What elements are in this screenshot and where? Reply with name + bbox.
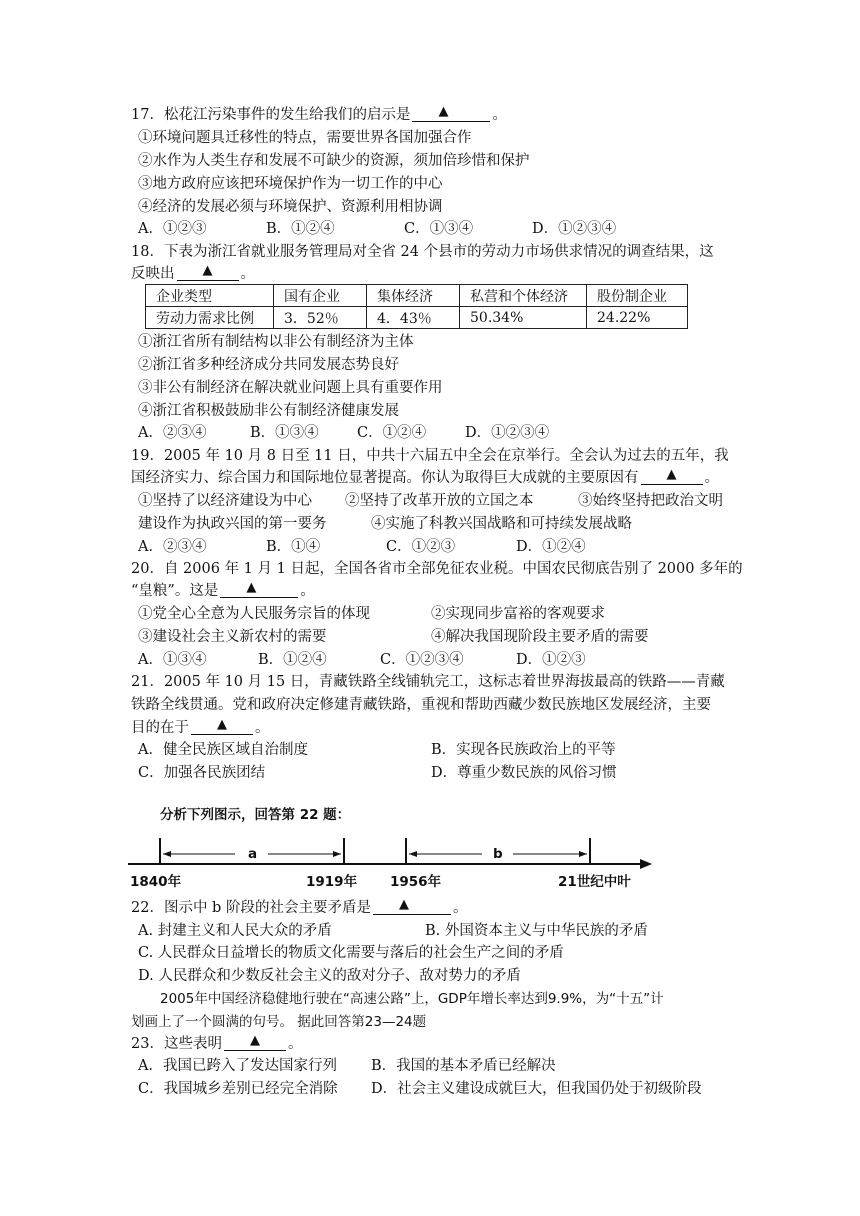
labor-demand-table — [145, 284, 688, 329]
q22-choice-d: D. 人民群众和少数反社会主义的敌对分子、敌对势力的矛盾 — [138, 968, 521, 984]
arrow-right-icon — [333, 851, 341, 857]
timeline-instruction: 分析下列图示，回答第 22 题： — [160, 807, 351, 823]
table-header-cell: 私营和个体经济 — [460, 285, 587, 307]
question-23-stem — [131, 1033, 302, 1055]
q20-item-4: ④解决我国现阶段主要矛盾的需要 — [431, 629, 649, 645]
table-row — [146, 307, 688, 329]
question-17-stem — [131, 104, 507, 126]
question-text: 17．松花江污染事件的发生给我们的启示是 — [131, 107, 411, 123]
question-text: 目的在于 — [131, 720, 189, 736]
punctuation: 。 — [704, 470, 719, 486]
q18-item-4: ④浙江省积极鼓励非公有制经济健康发展 — [138, 403, 399, 419]
question-20-stem-line2 — [131, 580, 315, 602]
question-18-stem-line2 — [131, 263, 255, 285]
answer-blank — [191, 718, 253, 735]
q17-choice-d: D．①②③④ — [532, 221, 617, 237]
answer-blank — [224, 1034, 286, 1051]
q19-item-2: ②坚持了改革开放的立国之本 — [345, 493, 534, 509]
q22-choice-b: B. 外国资本主义与中华民族的矛盾 — [425, 923, 648, 939]
question-21-stem-line1: 21．2005 年 10 月 15 日，青藏铁路全线铺轨完工，这标志着世界海拔最高的铁路——青藏 — [131, 674, 725, 690]
q19-item-1: ①坚持了以经济建设为中心 — [138, 493, 312, 509]
punctuation: 。 — [300, 583, 315, 599]
question-21-stem-line2: 铁路全线贯通。党和政府决定修建青藏铁路，重视和帮助西藏少数民族地区发展经济，主要 — [131, 697, 711, 713]
q18-item-2: ②浙江省多种经济成分共同发展态势良好 — [138, 357, 399, 373]
punctuation: 。 — [255, 720, 270, 736]
year-21c: 21世纪中叶 — [558, 874, 631, 890]
question-21-stem-line3 — [131, 717, 270, 739]
q20-item-3: ③建设社会主义新农村的需要 — [138, 629, 327, 645]
triangle-mark: ▲ — [666, 467, 677, 482]
q21-choice-b: B．实现各民族政治上的平等 — [431, 742, 616, 758]
question-text: 国经济实力、综合国力和国际地位显著提高。你认为取得巨大成就的主要原因有 — [131, 470, 639, 486]
q20-item-1: ①党全心全意为人民服务宗旨的体现 — [138, 606, 370, 622]
q21-choice-d: D．尊重少数民族的风俗习惯 — [431, 765, 617, 781]
table-header-row — [146, 285, 688, 307]
triangle-mark: ▲ — [217, 717, 227, 732]
question-19-stem-line2 — [131, 467, 719, 489]
question-text: “皇粮”。这是 — [131, 583, 219, 599]
table-header-cell: 国有企业 — [274, 285, 367, 307]
year-1840: 1840年 — [130, 874, 182, 890]
segment-a-label: a — [248, 846, 258, 862]
answer-blank — [412, 105, 490, 122]
punctuation: 。 — [492, 107, 507, 123]
year-1956: 1956年 — [390, 874, 442, 890]
table-header-cell: 企业类型 — [146, 285, 274, 307]
q18-choice-c: C．①②④ — [357, 425, 427, 441]
triangle-mark: ▲ — [438, 104, 449, 119]
question-20-stem-line1: 20．自 2006 年 1 月 1 日起，全国各省市全部免征农业税。中国农民彻底告别了 2000 多年的 — [131, 561, 743, 577]
q22-choice-c: C. 人民群众日益增长的物质文化需要与落后的社会生产之间的矛盾 — [138, 945, 564, 961]
q17-item-4: ④经济的发展必须与环境保护、资源利用相协调 — [138, 199, 443, 215]
q17-item-1: ①环境问题具迁移性的特点，需要世界各国加强合作 — [138, 130, 472, 146]
q19-choice-b: B．①④ — [266, 539, 321, 555]
punctuation: 。 — [287, 1036, 303, 1052]
q20-choice-d: D．①②③ — [516, 652, 586, 668]
table-cell: 24.22% — [587, 307, 688, 329]
q23-choice-d: D．社会主义建设成就巨大，但我国仍处于初级阶段 — [371, 1081, 702, 1097]
q17-choice-a: A．①②③ — [138, 221, 207, 237]
q17-item-2: ②水作为人类生存和发展不可缺少的资源，须加倍珍惜和保护 — [138, 153, 530, 169]
q19-item-4: ④实施了科教兴国战略和可持续发展战略 — [371, 516, 632, 532]
passage-line1: 2005年中国经济稳健地行驶在“高速公路”上，GDP年增长率达到9.9%，为“十五”计 — [160, 991, 664, 1007]
q19-item-3: ③始终坚持把政治文明 — [578, 493, 723, 509]
table-cell: 4．43％ — [367, 307, 460, 329]
answer-blank — [220, 581, 298, 598]
arrow-right-icon — [579, 851, 587, 857]
table-cell: 50.34% — [460, 307, 587, 329]
triangle-mark: ▲ — [246, 580, 257, 595]
answer-blank — [177, 264, 239, 281]
q20-choice-b: B．①②④ — [258, 652, 327, 668]
axis-arrow-icon — [640, 859, 652, 869]
answer-blank — [373, 898, 451, 915]
triangle-mark: ▲ — [249, 1033, 260, 1048]
punctuation: 。 — [240, 266, 255, 282]
passage-line2: 划画上了一个圆满的句号。 据此回答第23—24题 — [131, 1014, 427, 1030]
segment-b-label: b — [493, 846, 503, 862]
year-1919: 1919年 — [306, 874, 358, 890]
table-cell: 3．52％ — [274, 307, 367, 329]
q21-choice-c: C．加强各民族团结 — [138, 765, 266, 781]
q23-choice-a: A．我国已跨入了发达国家行列 — [138, 1058, 337, 1074]
question-18-stem-line1: 18．下表为浙江省就业服务管理局对全省 24 个县市的劳动力市场供求情况的调查结果，这 — [131, 244, 714, 260]
q17-choice-c: C．①③④ — [404, 221, 474, 237]
table-cell: 劳动力需求比例 — [146, 307, 274, 329]
table-header-cell: 集体经济 — [367, 285, 460, 307]
triangle-mark: ▲ — [398, 897, 409, 912]
punctuation: 。 — [452, 900, 468, 916]
q20-item-2: ②实现同步富裕的客观要求 — [431, 606, 605, 622]
q19-choice-d: D．①②④ — [516, 539, 586, 555]
q19-item-3-cont: 建设作为执政兴国的第一要务 — [138, 516, 327, 532]
question-22-stem — [131, 897, 467, 919]
q20-choice-a: A．①③④ — [138, 652, 207, 668]
arrow-left-icon — [163, 851, 171, 857]
q18-item-1: ①浙江省所有制结构以非公有制经济为主体 — [138, 334, 414, 350]
q22-choice-a: A. 封建主义和人民大众的矛盾 — [138, 923, 332, 939]
q18-item-3: ③非公有制经济在解决就业问题上具有重要作用 — [138, 380, 443, 396]
q23-choice-c: C．我国城乡差别已经完全消除 — [138, 1081, 338, 1097]
q23-choice-b: B．我国的基本矛盾已经解决 — [371, 1058, 556, 1074]
q19-choice-a: A．②③④ — [138, 539, 207, 555]
q21-choice-a: A．健全民族区域自治制度 — [138, 742, 308, 758]
arrow-left-icon — [409, 851, 417, 857]
q19-choice-c: C．①②③ — [386, 539, 456, 555]
q18-choice-a: A．②③④ — [138, 425, 207, 441]
question-text: 23．这些表明 — [131, 1036, 222, 1052]
triangle-mark: ▲ — [202, 263, 213, 278]
question-text: 反映出 — [131, 266, 175, 282]
q18-choice-d: D．①②③④ — [465, 425, 550, 441]
q17-item-3: ③地方政府应该把环境保护作为一切工作的中心 — [138, 176, 443, 192]
q20-choice-c: C．①②③④ — [380, 652, 464, 668]
question-19-stem-line1: 19．2005 年 10 月 8 日至 11 日，中共十六届五中全会在京举行。全会认为过去的五年，我 — [131, 448, 729, 464]
q17-choice-b: B．①②④ — [266, 221, 335, 237]
question-text: 22．图示中 b 阶段的社会主要矛盾是 — [131, 900, 371, 916]
q18-choice-b: B．①③④ — [250, 425, 319, 441]
answer-blank — [641, 468, 703, 485]
table-header-cell: 股份制企业 — [587, 285, 688, 307]
